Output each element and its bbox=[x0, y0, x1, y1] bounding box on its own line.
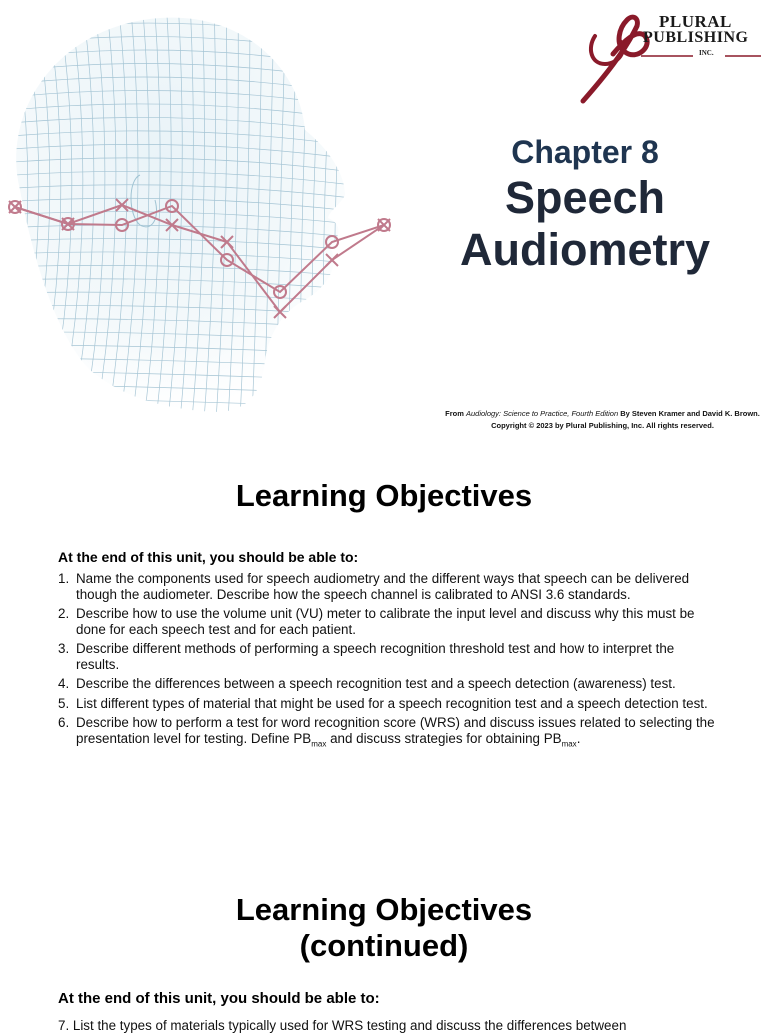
citation-rest: By Steven Kramer and David K. Brown. Copyright © 2023 by Plural Publishing, Inc. All rights reserved. bbox=[491, 409, 760, 430]
objective-text: Name the components used for speech audiometry and the different ways that speech can be delivered though the audiometer. Describe how the speech channel is calibrated to ANSI 3.6 standards. bbox=[76, 571, 690, 602]
audiogram-cross-marker bbox=[9, 201, 21, 213]
chapter-title bbox=[430, 172, 740, 276]
objective-text-b: and discuss strategies for obtaining PB bbox=[326, 730, 562, 746]
title-slide bbox=[0, 0, 768, 440]
chapter-title-line1: Speech bbox=[504, 172, 666, 223]
mesh-line bbox=[334, 0, 346, 420]
objectives-continued-title bbox=[0, 892, 768, 964]
objective-number: 6. bbox=[58, 715, 70, 730]
objective-item bbox=[58, 606, 718, 637]
pbmax-subscript: max bbox=[311, 739, 327, 749]
objective-item bbox=[58, 696, 718, 712]
objective-text: Describe different methods of performing a speech recognition threshold test and how to interpret the results. bbox=[76, 641, 675, 672]
objective-number: 2. bbox=[58, 606, 70, 621]
learning-objectives-slide bbox=[0, 440, 768, 840]
audiogram-cross-marker bbox=[378, 219, 390, 231]
pbmax-subscript: max bbox=[561, 739, 577, 749]
objective-number: 5. bbox=[58, 695, 70, 711]
objective-text-a: Describe how to perform a test for word recognition score (WRS) and discuss issues related to selecting the presentation level for testing. Define PB bbox=[76, 715, 715, 746]
objective-text: List different types of material that might be used for a speech recognition test and a speech detection test. bbox=[76, 695, 708, 711]
objective-item bbox=[58, 571, 718, 602]
objective-text: Describe the differences between a speech recognition test and a speech detection (awareness) test. bbox=[76, 676, 676, 691]
citation-from: From bbox=[445, 409, 466, 418]
objective-item bbox=[58, 641, 718, 672]
objectives-title: Learning Objectives bbox=[235, 478, 533, 513]
citation-book-title: Audiology: Science to Practice, Fourth Edition bbox=[465, 409, 619, 418]
chapter-number: Chapter 8 bbox=[511, 134, 659, 170]
objectives-continued-title-line2: (continued) bbox=[299, 928, 469, 963]
mesh-line bbox=[346, 0, 358, 420]
objectives-intro: At the end of this unit, you should be able to: bbox=[58, 549, 359, 565]
objectives-continued-intro: At the end of this unit, you should be able to: bbox=[58, 990, 380, 1007]
copyright-citation bbox=[440, 408, 765, 432]
plural-publishing-logo bbox=[575, 6, 765, 106]
objective-item bbox=[58, 715, 718, 752]
logo-line1: PLURAL bbox=[659, 12, 732, 31]
objectives-continued-title-line1: Learning Objectives bbox=[235, 892, 533, 927]
objectives-list bbox=[58, 571, 718, 756]
objective-number: 4. bbox=[58, 676, 70, 691]
chapter-title-line2: Audiometry bbox=[459, 224, 711, 275]
logo-line2: PUBLISHING bbox=[643, 29, 749, 46]
objective-text-c: . bbox=[576, 730, 581, 746]
logo-inc: INC. bbox=[699, 49, 714, 57]
mesh-line bbox=[0, 410, 360, 420]
objective-item bbox=[58, 676, 718, 692]
learning-objectives-continued-slide bbox=[0, 880, 768, 1033]
objective-item-partial: 7. List the types of materials typically used for WRS testing and discuss the differences between bbox=[58, 1018, 627, 1033]
objective-text: Describe how to use the volume unit (VU) meter to calibrate the input level and discuss why this must be done for each speech test and for each patient. bbox=[76, 606, 695, 637]
objective-number: 3. bbox=[58, 641, 70, 656]
wireframe-head-audiogram-illustration bbox=[0, 0, 400, 420]
objective-number: 1. bbox=[58, 571, 70, 586]
